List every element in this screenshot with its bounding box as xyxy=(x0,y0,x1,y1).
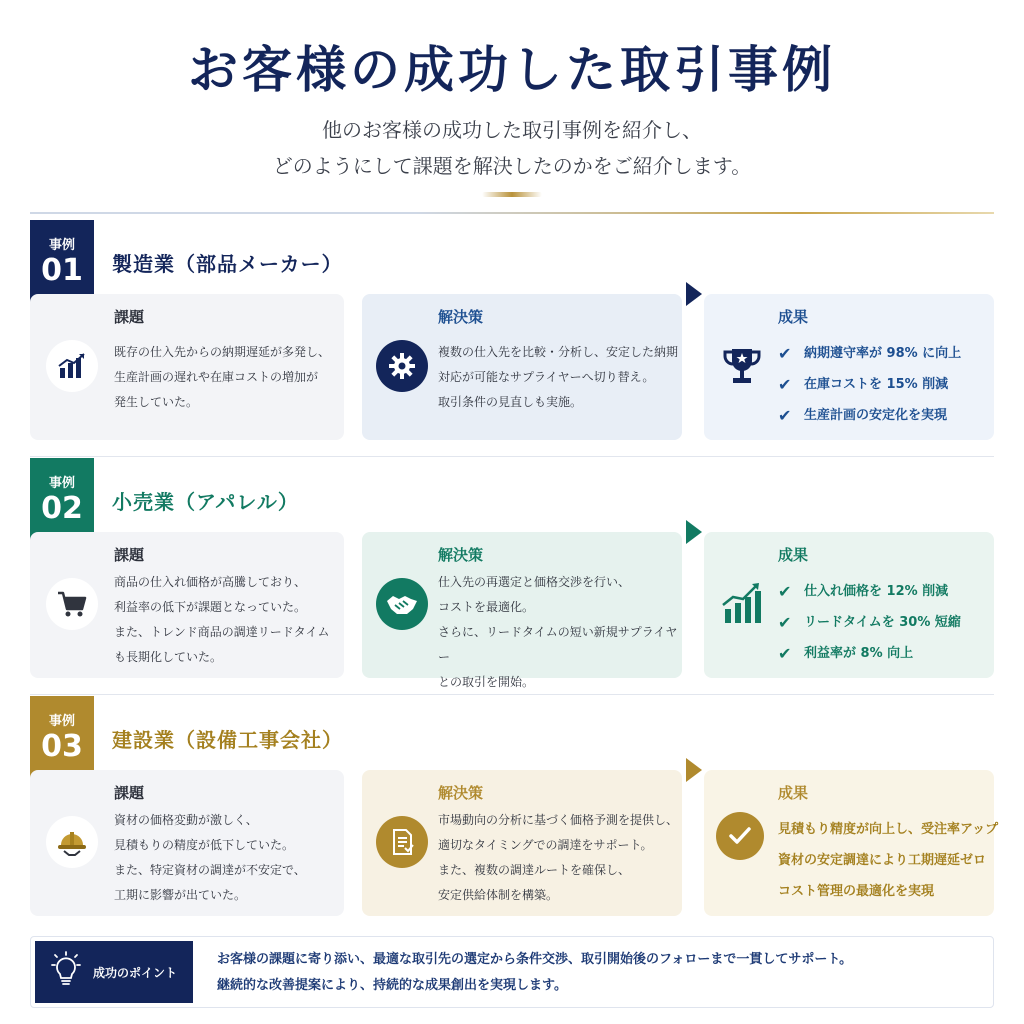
document-icon xyxy=(376,816,428,868)
check-circle-icon xyxy=(716,812,764,860)
solution-text xyxy=(438,570,682,695)
header-divider xyxy=(30,212,994,214)
problem-text xyxy=(114,570,329,670)
problem-heading: 課題 xyxy=(114,546,145,564)
problem-line: も長期化していた。 xyxy=(114,650,223,664)
result-item: ✔ 仕入れ価格を 12% 削減 xyxy=(778,576,961,607)
growth-chart-icon xyxy=(716,578,768,630)
success-point-label-text: 成功のポイント xyxy=(93,965,178,980)
solution-heading: 解決策 xyxy=(438,784,484,802)
solution-card xyxy=(362,532,682,689)
check-icon: ✔ xyxy=(778,613,792,632)
case-title: 建設業（設備工事会社） xyxy=(112,728,343,752)
solution-line: 対応が可能なサプライヤーへ切り替え。 xyxy=(438,370,655,384)
check-icon: ✔ xyxy=(778,644,792,663)
solution-card xyxy=(362,770,682,916)
subtitle-line-2: どのようにして課題を解決したのかをご紹介します。 xyxy=(272,154,752,178)
problem-line: 商品の仕入れ価格が高騰しており、 xyxy=(114,575,307,589)
subtitle-line-1: 他のお客様の成功した取引事例を紹介し、 xyxy=(322,118,702,142)
case-badge-number: 01 xyxy=(41,253,83,288)
case-badge-number: 03 xyxy=(41,729,83,764)
case-badge xyxy=(30,220,94,304)
case-badge xyxy=(30,458,94,542)
result-item: ✔ 利益率が 8% 向上 xyxy=(778,638,961,669)
page-subtitle xyxy=(0,112,1024,184)
problem-line: また、特定資材の調達が不安定で、 xyxy=(114,863,306,877)
case-badge-label: 事例 xyxy=(48,476,75,491)
result-item: 資材の安定調達により工期遅延ゼロ xyxy=(778,853,987,868)
result-list xyxy=(778,576,961,669)
problem-text xyxy=(114,808,306,908)
problem-heading: 課題 xyxy=(114,784,145,802)
problem-line: 既存の仕入先からの納期遅延が多発し、 xyxy=(114,345,331,359)
case-badge-label: 事例 xyxy=(48,238,75,253)
flow-arrow-icon xyxy=(686,758,702,782)
success-point-line: 継続的な改善提案により、持続的な成果創出を実現します。 xyxy=(217,978,567,993)
solution-line: 取引条件の見直しも実施。 xyxy=(438,395,583,409)
problem-line: また、トレンド商品の調達リードタイム xyxy=(114,625,330,639)
trophy-icon xyxy=(716,340,768,392)
problem-line: 生産計画の遅れや在庫コストの増加が xyxy=(114,370,319,384)
solution-line: 複数の仕入先を比較・分析し、安定した納期 xyxy=(438,345,679,359)
problem-card xyxy=(30,770,344,916)
success-point-label xyxy=(35,941,193,1003)
case-badge xyxy=(30,696,94,780)
bar-chart-icon xyxy=(46,340,98,392)
success-point-box xyxy=(30,936,994,1008)
solution-text xyxy=(438,808,678,908)
page-title: お客様の成功した取引事例 xyxy=(188,40,836,99)
solution-heading: 解決策 xyxy=(438,308,484,326)
title-ornament xyxy=(482,192,542,197)
solution-line: 仕入先の再選定と価格交渉を行い、 xyxy=(438,575,631,589)
check-icon: ✔ xyxy=(778,344,792,363)
check-icon: ✔ xyxy=(778,406,792,425)
result-card xyxy=(704,294,994,440)
result-item: ✔ 在庫コストを 15% 削減 xyxy=(778,369,961,400)
result-heading: 成果 xyxy=(778,784,809,802)
result-list xyxy=(778,814,998,907)
case-badge-label: 事例 xyxy=(48,714,75,729)
problem-line: 発生していた。 xyxy=(114,395,199,409)
result-heading: 成果 xyxy=(778,308,809,326)
case-badge-number: 02 xyxy=(41,491,83,526)
solution-heading: 解決策 xyxy=(438,546,484,564)
result-card xyxy=(704,532,994,678)
result-list xyxy=(778,338,961,431)
problem-text xyxy=(114,340,330,415)
handshake-icon xyxy=(376,578,428,630)
result-item: 見積もり精度が向上し、受注率アップ xyxy=(778,822,999,837)
result-item: ✔ 納期遵守率が 98% に向上 xyxy=(778,338,961,369)
result-item: ✔ 生産計画の安定化を実現 xyxy=(778,400,961,431)
solution-line: 適切なタイミングでの調達をサポート。 xyxy=(438,838,653,852)
case-divider xyxy=(30,694,994,695)
check-icon: ✔ xyxy=(778,582,792,601)
result-card xyxy=(704,770,999,916)
solution-line: 市場動向の分析に基づく価格予測を提供し、 xyxy=(438,813,679,827)
problem-heading: 課題 xyxy=(114,308,145,326)
hard-hat-icon xyxy=(46,816,98,868)
problem-line: 見積もりの精度が低下していた。 xyxy=(114,838,295,852)
problem-line: 利益率の低下が課題となっていた。 xyxy=(114,600,307,614)
success-point-line: お客様の課題に寄り添い、最適な取引先の選定から条件交渉、取引開始後のフォローまで一貫してサポート。 xyxy=(217,952,853,967)
lightbulb-icon xyxy=(49,950,83,994)
success-point-text xyxy=(217,947,852,999)
problem-card xyxy=(30,294,344,440)
result-item: ✔ リードタイムを 30% 短縮 xyxy=(778,607,961,638)
problem-line: 工期に影響が出ていた。 xyxy=(114,888,247,902)
result-heading: 成果 xyxy=(778,546,809,564)
problem-line: 資材の価格変動が激しく、 xyxy=(114,813,258,827)
solution-line: との取引を開始。 xyxy=(438,675,535,689)
solution-line: コストを最適化。 xyxy=(438,600,535,614)
check-icon: ✔ xyxy=(778,375,792,394)
result-item: コスト管理の最適化を実現 xyxy=(778,884,935,899)
case-title: 小売業（アパレル） xyxy=(112,490,299,514)
solution-card xyxy=(362,294,682,440)
case-title: 製造業（部品メーカー） xyxy=(112,252,343,276)
solution-text xyxy=(438,340,678,415)
flow-arrow-icon xyxy=(686,282,702,306)
flow-arrow-icon xyxy=(686,520,702,544)
shopping-cart-icon xyxy=(46,578,98,630)
solution-line: また、複数の調達ルートを確保し、 xyxy=(438,863,631,877)
problem-card xyxy=(30,532,344,678)
solution-line: 安定供給体制を構築。 xyxy=(438,888,559,902)
solution-line: さらに、リードタイムの短い新規サプライヤー xyxy=(438,625,678,664)
gear-icon xyxy=(376,340,428,392)
case-divider xyxy=(30,456,994,457)
